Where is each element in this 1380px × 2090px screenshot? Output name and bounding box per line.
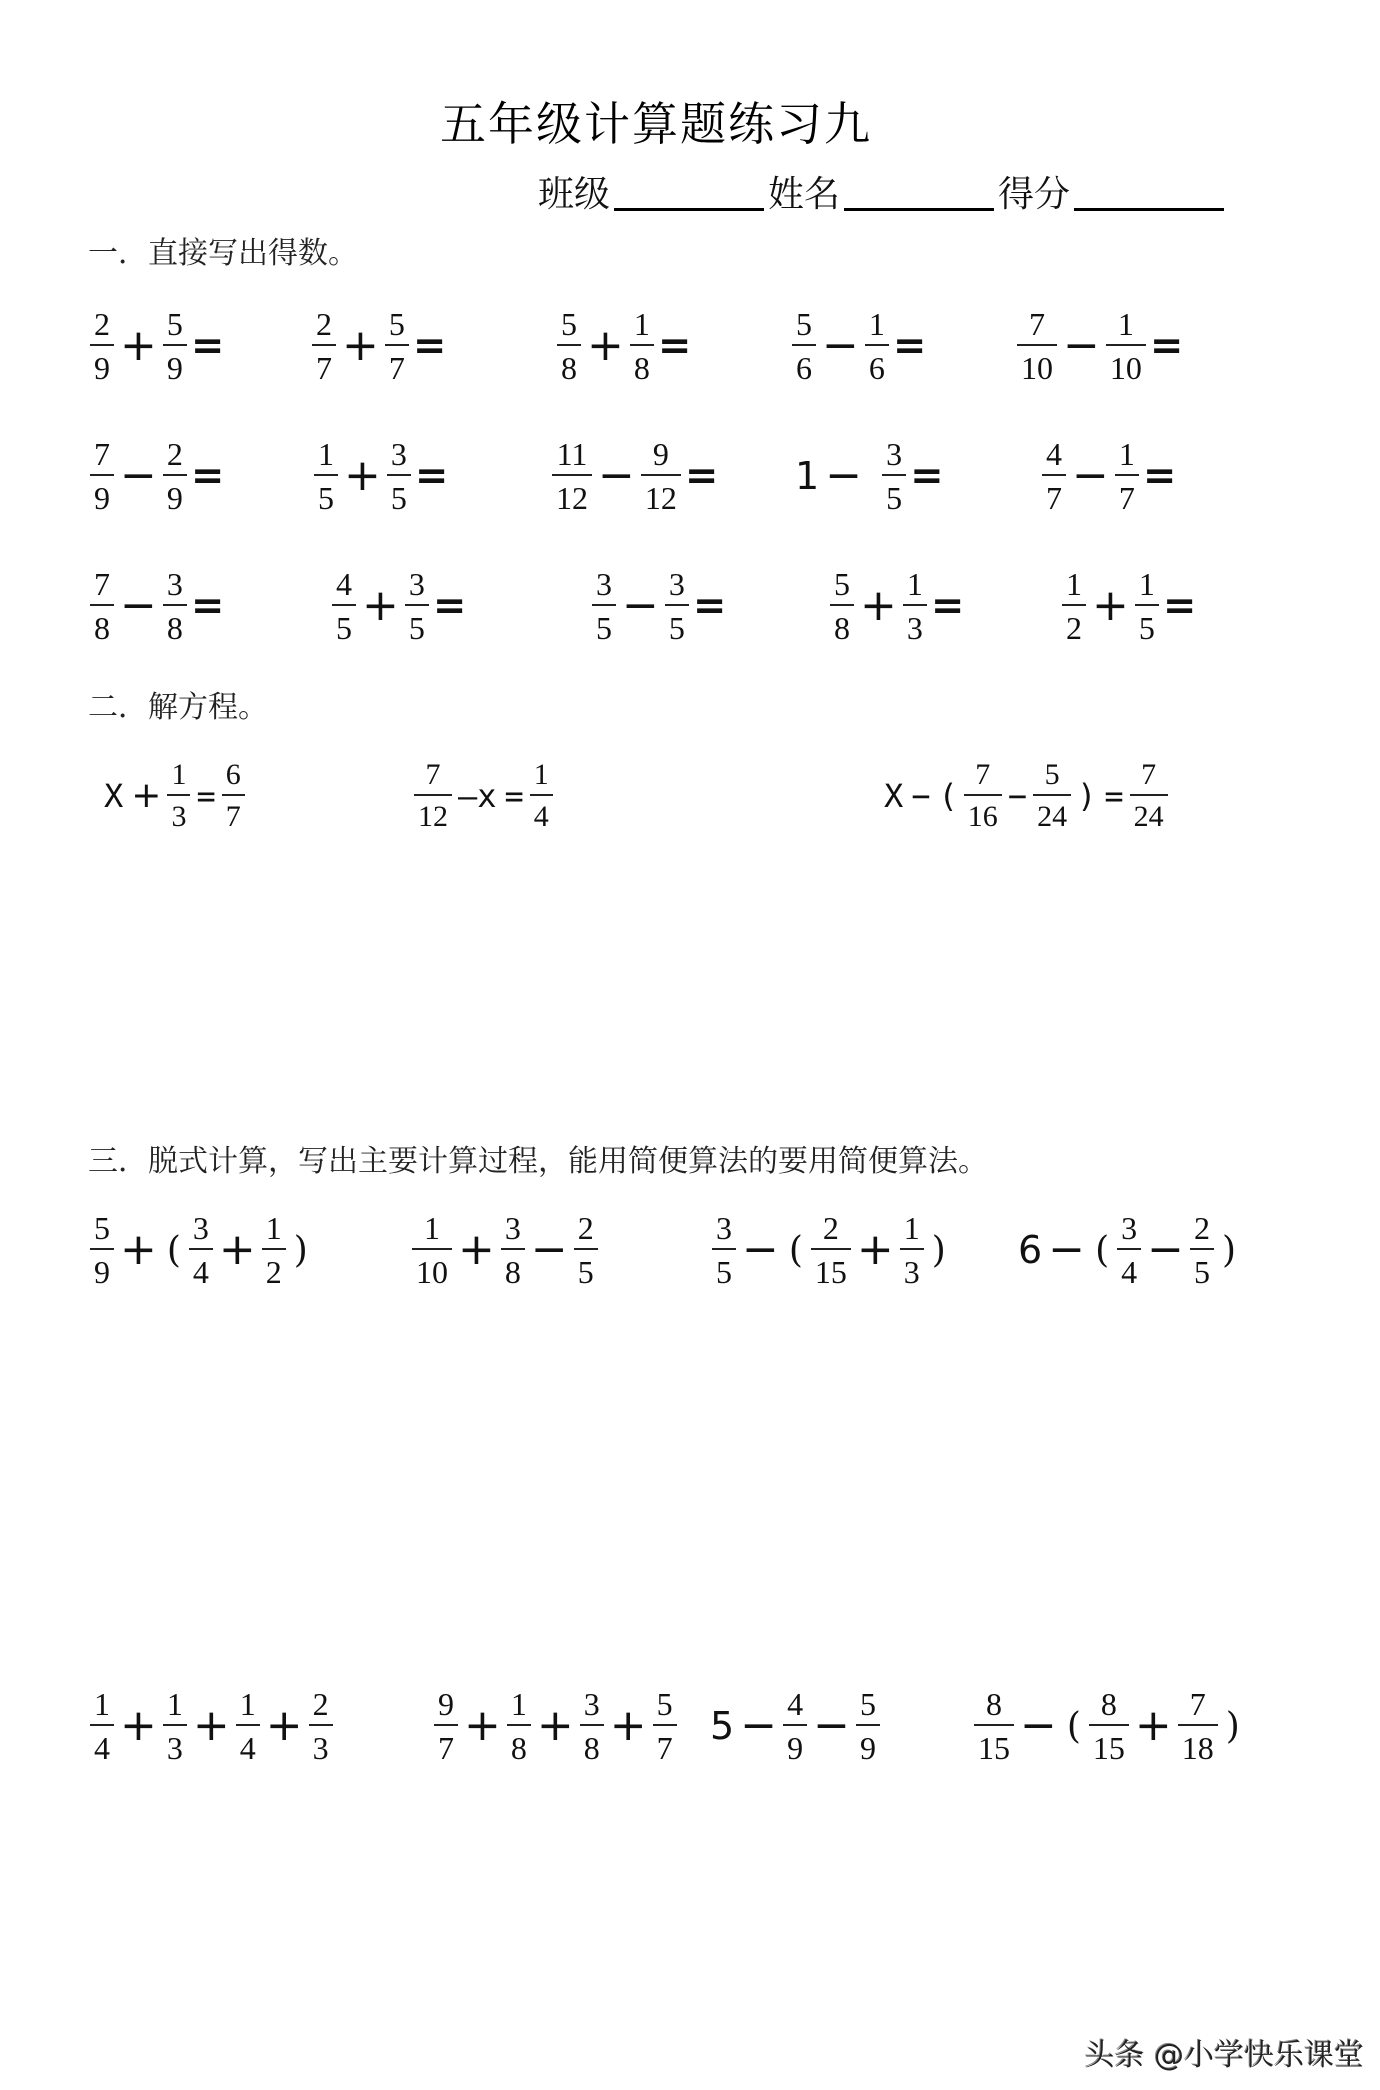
score-blank[interactable] [1074, 207, 1224, 211]
score-label: 得分 [998, 174, 1071, 215]
problem-1-3: $\frac{5}{8}$ + $\frac{1}{8}$ = [555, 308, 691, 384]
calc-problem-4: 6 − ( $\frac{3}{4}$ − $\frac{2}{5}$ ) [1018, 1210, 1237, 1290]
watermark: 头条 @小学快乐课堂 [1084, 2038, 1364, 2073]
name-blank[interactable] [844, 207, 994, 211]
name-label: 姓名 [768, 174, 841, 215]
equation-1: X + $\frac{1}{3}$ = $\frac{6}{7}$ [100, 760, 247, 832]
class-label: 班级 [538, 174, 611, 215]
section3-heading: 三．脱式计算，写出主要计算过程，能用简便算法的要用简便算法。 [88, 1144, 988, 1179]
equation-3: X − ( $\frac{7}{16}$ − $\frac{5}{24}$ ) = $\frac{7}{24}$ [880, 760, 1170, 832]
problem-2-3: $\frac{11}{12}$ − $\frac{9}{12}$ = [550, 438, 718, 514]
worksheet-title: 五年级计算题练习九 [440, 97, 872, 151]
equation-2: $\frac{7}{12}$ —x = $\frac{1}{4}$ [412, 760, 555, 832]
calc-problem-6: $\frac{9}{7}$ + $\frac{1}{8}$ + $\frac{3}{8}$ + $\frac{5}{7}$ [432, 1688, 679, 1764]
calc-problem-1: $\frac{5}{9}$ + ( $\frac{3}{4}$ + $\frac{1}{2}$ ) [88, 1212, 314, 1288]
problem-2-4: 1 − $\frac{3}{5}$ = [795, 436, 944, 516]
calc-problem-8: $\frac{8}{15}$ − ( $\frac{8}{15}$ + $\frac{7}{18}$ ) [972, 1688, 1246, 1764]
calc-problem-3: $\frac{3}{5}$ − ( $\frac{2}{15}$ + $\frac{1}{3}$ ) [710, 1212, 952, 1288]
problem-1-1: $\frac{2}{9}$ + $\frac{5}{9}$ = [88, 308, 224, 384]
problem-1-2: $\frac{2}{7}$ + $\frac{5}{7}$ = [310, 308, 446, 384]
problem-3-1: $\frac{7}{8}$ − $\frac{3}{8}$ = [88, 568, 224, 644]
calc-problem-2: $\frac{1}{10}$ + $\frac{3}{8}$ − $\frac{2}{5}$ [410, 1212, 600, 1288]
calc-problem-5: $\frac{1}{4}$ + $\frac{1}{3}$ + $\frac{1}{4}$ + $\frac{2}{3}$ [88, 1688, 335, 1764]
problem-2-2: $\frac{1}{5}$ + $\frac{3}{5}$ = [312, 438, 448, 514]
problem-1-5: $\frac{7}{10}$ − $\frac{1}{10}$ = [1015, 308, 1183, 384]
problem-3-2: $\frac{4}{5}$ + $\frac{3}{5}$ = [330, 568, 466, 644]
problem-1-4: $\frac{5}{6}$ − $\frac{1}{6}$ = [790, 308, 926, 384]
class-blank[interactable] [614, 207, 764, 211]
section1-heading: 一．直接写出得数。 [88, 236, 358, 271]
problem-2-1: $\frac{7}{9}$ − $\frac{2}{9}$ = [88, 438, 224, 514]
problem-3-3: $\frac{3}{5}$ − $\frac{3}{5}$ = [590, 568, 726, 644]
student-info-line [538, 166, 1228, 217]
calc-problem-7: 5 − $\frac{4}{9}$ − $\frac{5}{9}$ [710, 1688, 882, 1764]
problem-3-4: $\frac{5}{8}$ + $\frac{1}{3}$ = [828, 568, 964, 644]
problem-3-5: $\frac{1}{2}$ + $\frac{1}{5}$ = [1060, 568, 1196, 644]
problem-2-5: $\frac{4}{7}$ − $\frac{1}{7}$ = [1040, 438, 1176, 514]
section2-heading: 二．解方程。 [88, 690, 268, 725]
